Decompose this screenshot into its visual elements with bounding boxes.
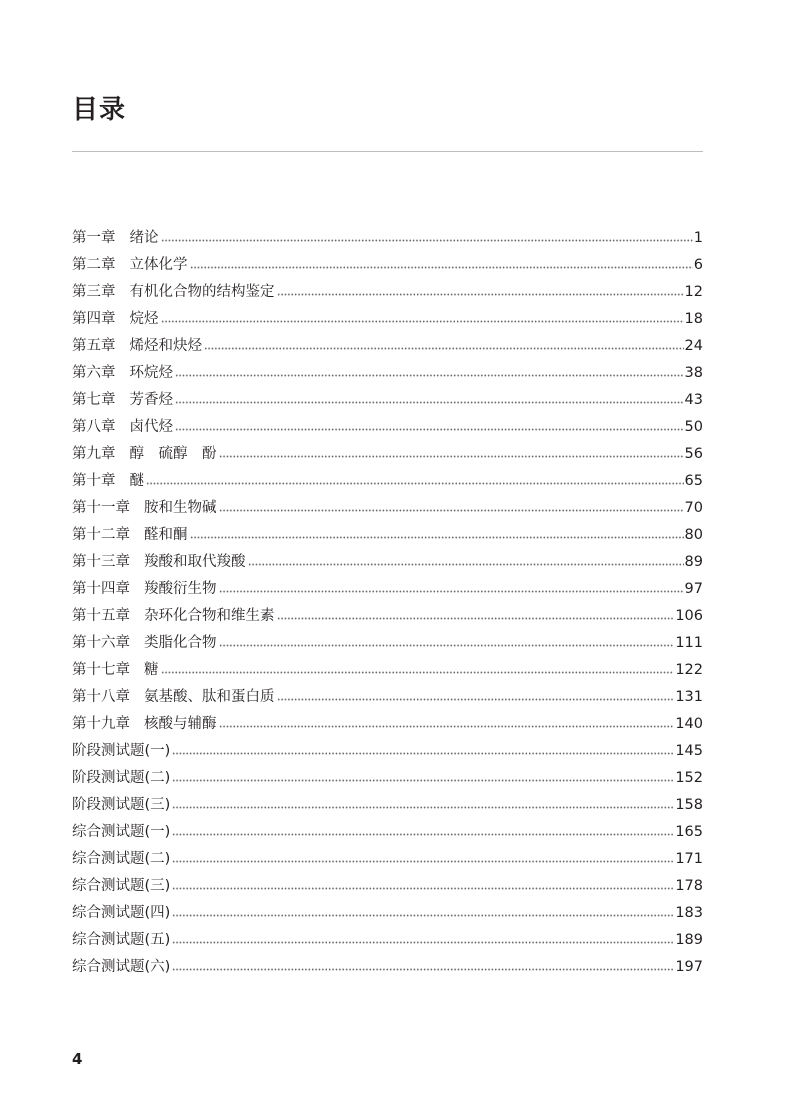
toc-entry-label xyxy=(72,738,170,765)
toc-entry[interactable] xyxy=(72,711,703,738)
toc-entry[interactable] xyxy=(72,225,703,252)
entry-page-number: 56 xyxy=(684,446,703,462)
dot-leader xyxy=(172,778,674,783)
chapter-title: 羧酸衍生物 xyxy=(144,581,217,597)
chapter-number: 第九章 xyxy=(72,446,116,462)
entry-page-number: 80 xyxy=(684,527,703,543)
toc-entry[interactable] xyxy=(72,306,703,333)
dot-leader xyxy=(172,751,674,756)
toc-entry-label xyxy=(72,792,170,819)
dot-leader xyxy=(219,643,675,648)
toc-entry-label xyxy=(72,711,217,738)
dot-leader xyxy=(219,589,684,594)
dot-leader xyxy=(204,346,684,351)
chapter-title: 环烷烃 xyxy=(129,365,173,381)
entry-page-number: 131 xyxy=(675,689,703,705)
toc-entry[interactable] xyxy=(72,630,703,657)
entry-page-number: 89 xyxy=(684,554,703,570)
toc-entry[interactable] xyxy=(72,333,703,360)
entry-page-number: 97 xyxy=(684,581,703,597)
entry-page-number: 111 xyxy=(675,635,703,651)
chapter-title: 阶段测试题(一) xyxy=(72,743,171,759)
toc-entry-label xyxy=(72,333,202,360)
toc-entry-label xyxy=(72,684,275,711)
toc-entry-label xyxy=(72,279,275,306)
chapter-title: 综合测试题(六) xyxy=(72,959,171,975)
entry-page-number: 183 xyxy=(675,905,703,921)
page-number: 4 xyxy=(72,1050,83,1068)
toc-entry-label xyxy=(72,441,217,468)
entry-page-number: 122 xyxy=(675,662,703,678)
dot-leader xyxy=(172,859,674,864)
toc-entry-label xyxy=(72,846,170,873)
chapter-title: 烯烃和炔烃 xyxy=(129,338,202,354)
dot-leader xyxy=(219,454,684,459)
chapter-title: 醛和酮 xyxy=(144,527,188,543)
toc-entry[interactable] xyxy=(72,441,703,468)
entry-page-number: 43 xyxy=(684,392,703,408)
chapter-title: 杂环化合物和维生素 xyxy=(144,608,275,624)
toc-entry[interactable] xyxy=(72,819,703,846)
toc-entry[interactable] xyxy=(72,252,703,279)
chapter-title: 芳香烃 xyxy=(129,392,173,408)
entry-page-number: 158 xyxy=(675,797,703,813)
toc-entry[interactable] xyxy=(72,657,703,684)
chapter-number: 第八章 xyxy=(72,419,116,435)
chapter-number: 第十二章 xyxy=(72,527,130,543)
toc-entry[interactable] xyxy=(72,765,703,792)
entry-page-number: 106 xyxy=(675,608,703,624)
table-of-contents xyxy=(72,225,703,981)
toc-entry-label xyxy=(72,360,173,387)
title-divider xyxy=(72,151,703,152)
dot-leader xyxy=(248,562,684,567)
entry-page-number: 50 xyxy=(684,419,703,435)
toc-entry-label xyxy=(72,873,170,900)
chapter-number: 第十九章 xyxy=(72,716,130,732)
dot-leader xyxy=(219,724,675,729)
toc-entry[interactable] xyxy=(72,360,703,387)
dot-leader xyxy=(161,319,684,324)
chapter-title: 卤代烃 xyxy=(129,419,173,435)
dot-leader xyxy=(172,967,674,972)
dot-leader xyxy=(146,481,684,486)
toc-entry-label xyxy=(72,576,217,603)
toc-entry[interactable] xyxy=(72,522,703,549)
entry-page-number: 70 xyxy=(684,500,703,516)
toc-entry[interactable] xyxy=(72,387,703,414)
entry-page-number: 1 xyxy=(693,230,703,246)
dot-leader xyxy=(190,265,693,270)
dot-leader xyxy=(175,373,684,378)
dot-leader xyxy=(219,508,684,513)
dot-leader xyxy=(172,886,674,891)
chapter-title: 立体化学 xyxy=(129,257,188,273)
entry-page-number: 152 xyxy=(675,770,703,786)
toc-entry[interactable] xyxy=(72,738,703,765)
toc-entry[interactable] xyxy=(72,900,703,927)
chapter-title: 氨基酸、肽和蛋白质 xyxy=(144,689,275,705)
chapter-number: 第三章 xyxy=(72,284,116,300)
dot-leader xyxy=(175,427,684,432)
entry-page-number: 12 xyxy=(684,284,703,300)
toc-entry-label xyxy=(72,387,173,414)
chapter-title: 绪论 xyxy=(129,230,159,246)
toc-entry-label xyxy=(72,819,170,846)
toc-entry[interactable] xyxy=(72,414,703,441)
toc-entry[interactable] xyxy=(72,954,703,981)
chapter-number: 第四章 xyxy=(72,311,116,327)
entry-page-number: 140 xyxy=(675,716,703,732)
dot-leader xyxy=(172,832,674,837)
entry-page-number: 6 xyxy=(693,257,703,273)
entry-page-number: 197 xyxy=(675,959,703,975)
chapter-title: 类脂化合物 xyxy=(144,635,217,651)
chapter-number: 第十一章 xyxy=(72,500,130,516)
dot-leader xyxy=(161,670,675,675)
entry-page-number: 165 xyxy=(675,824,703,840)
toc-entry-label xyxy=(72,657,159,684)
chapter-title: 综合测试题(三) xyxy=(72,878,171,894)
chapter-title: 核酸与辅酶 xyxy=(144,716,217,732)
dot-leader xyxy=(172,940,674,945)
page-title: 目录 xyxy=(72,95,127,125)
entry-page-number: 171 xyxy=(675,851,703,867)
toc-entry[interactable] xyxy=(72,468,703,495)
toc-entry-label xyxy=(72,603,275,630)
chapter-number: 第十四章 xyxy=(72,581,130,597)
chapter-number: 第十三章 xyxy=(72,554,130,570)
chapter-number: 第五章 xyxy=(72,338,116,354)
dot-leader xyxy=(190,535,684,540)
entry-page-number: 24 xyxy=(684,338,703,354)
chapter-title: 阶段测试题(三) xyxy=(72,797,171,813)
chapter-title: 综合测试题(一) xyxy=(72,824,171,840)
chapter-number: 第十八章 xyxy=(72,689,130,705)
toc-entry-label xyxy=(72,522,188,549)
toc-entry-label xyxy=(72,468,144,495)
entry-page-number: 178 xyxy=(675,878,703,894)
toc-entry-label xyxy=(72,954,170,981)
entry-page-number: 145 xyxy=(675,743,703,759)
chapter-title: 烷烃 xyxy=(129,311,159,327)
dot-leader xyxy=(172,805,674,810)
toc-entry-label xyxy=(72,495,217,522)
entry-page-number: 18 xyxy=(684,311,703,327)
toc-entry-label xyxy=(72,549,246,576)
toc-entry-label xyxy=(72,225,159,252)
toc-entry[interactable] xyxy=(72,576,703,603)
chapter-number: 第十五章 xyxy=(72,608,130,624)
chapter-title: 胺和生物碱 xyxy=(144,500,217,516)
toc-entry[interactable] xyxy=(72,927,703,954)
entry-page-number: 65 xyxy=(684,473,703,489)
toc-entry-label xyxy=(72,252,188,279)
chapter-title: 综合测试题(二) xyxy=(72,851,171,867)
toc-entry[interactable] xyxy=(72,846,703,873)
dot-leader xyxy=(277,292,684,297)
chapter-number: 第十章 xyxy=(72,473,116,489)
chapter-number: 第二章 xyxy=(72,257,116,273)
chapter-number: 第六章 xyxy=(72,365,116,381)
toc-entry[interactable] xyxy=(72,603,703,630)
toc-entry-label xyxy=(72,927,170,954)
toc-entry-label xyxy=(72,630,217,657)
toc-entry[interactable] xyxy=(72,792,703,819)
toc-entry[interactable] xyxy=(72,549,703,576)
chapter-title: 醚 xyxy=(129,473,144,489)
toc-entry-label xyxy=(72,414,173,441)
toc-entry[interactable] xyxy=(72,873,703,900)
dot-leader xyxy=(172,913,674,918)
toc-entry[interactable] xyxy=(72,279,703,306)
entry-page-number: 38 xyxy=(684,365,703,381)
toc-entry[interactable] xyxy=(72,684,703,711)
chapter-title: 糖 xyxy=(144,662,159,678)
dot-leader xyxy=(277,616,675,621)
dot-leader xyxy=(277,697,675,702)
chapter-number: 第七章 xyxy=(72,392,116,408)
chapter-number: 第十七章 xyxy=(72,662,130,678)
toc-entry-label xyxy=(72,900,170,927)
toc-entry[interactable] xyxy=(72,495,703,522)
chapter-title: 醇 硫醇 酚 xyxy=(129,446,217,462)
chapter-title: 阶段测试题(二) xyxy=(72,770,171,786)
chapter-title: 有机化合物的结构鉴定 xyxy=(129,284,275,300)
dot-leader xyxy=(175,400,684,405)
chapter-title: 综合测试题(四) xyxy=(72,905,171,921)
toc-entry-label xyxy=(72,765,170,792)
dot-leader xyxy=(161,238,693,243)
chapter-title: 综合测试题(五) xyxy=(72,932,171,948)
chapter-title: 羧酸和取代羧酸 xyxy=(144,554,246,570)
chapter-number: 第十六章 xyxy=(72,635,130,651)
chapter-number: 第一章 xyxy=(72,230,116,246)
entry-page-number: 189 xyxy=(675,932,703,948)
toc-entry-label xyxy=(72,306,159,333)
